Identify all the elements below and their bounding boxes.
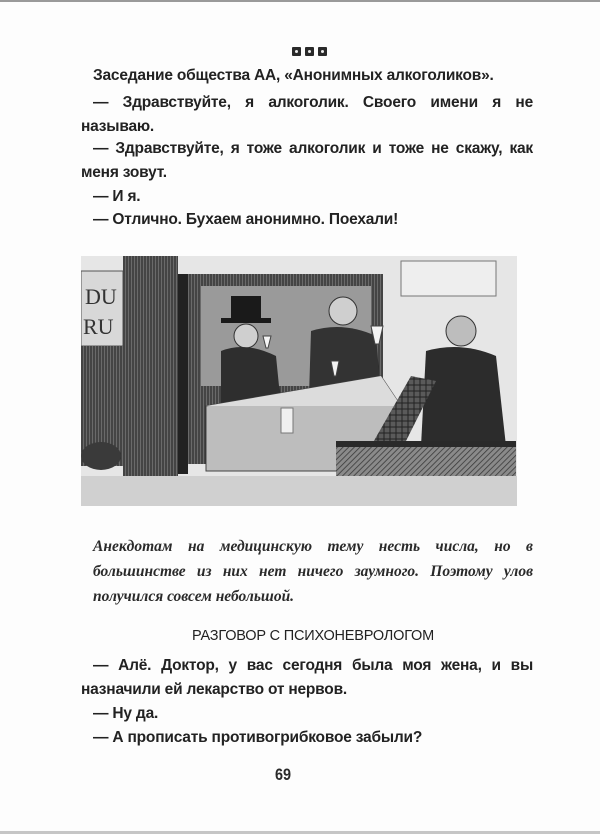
joke2-line: — Алё. Доктор, у вас сегодня была моя жена, и вы назначили ей лекарство от нервов. <box>81 657 533 698</box>
ornament-square-icon <box>305 47 314 56</box>
ornament-square-icon <box>292 47 301 56</box>
joke2-line: — А прописать противогрибковое забыли? <box>93 729 423 746</box>
editorial-caption: Анекдотам на медицинскую тему несть числа, но в большинстве из них нет ничего заумного. Поэтому улов получился совсем небольшой. <box>93 538 533 605</box>
joke2-heading: РАЗГОВОР С ПСИХОНЕВРОЛОГОМ <box>191 628 434 644</box>
page-top-edge <box>0 0 600 2</box>
joke1-line: — И я. <box>93 188 141 205</box>
joke1-line: — Здравствуйте, я тоже алкоголик и тоже не скажу, как меня зовут. <box>81 140 533 181</box>
svg-text:RU: RU <box>83 314 114 339</box>
joke1-line: — Отлично. Бухаем анонимно. Поехали! <box>93 211 399 228</box>
ornament-square-icon <box>318 47 327 56</box>
svg-text:DU: DU <box>85 284 117 309</box>
section-divider-ornament <box>292 47 327 56</box>
joke1-line: — Здравствуйте, я алкоголик. Своего имени я не называю. <box>81 94 533 135</box>
joke1-intro: Заседание общества АА, «Анонимных алкоголиков». <box>93 67 494 84</box>
engraving-image <box>81 256 517 506</box>
page-number: 69 <box>274 765 292 784</box>
tavern-engraving-illustration <box>81 256 517 506</box>
joke2-line: — Ну да. <box>93 705 159 722</box>
